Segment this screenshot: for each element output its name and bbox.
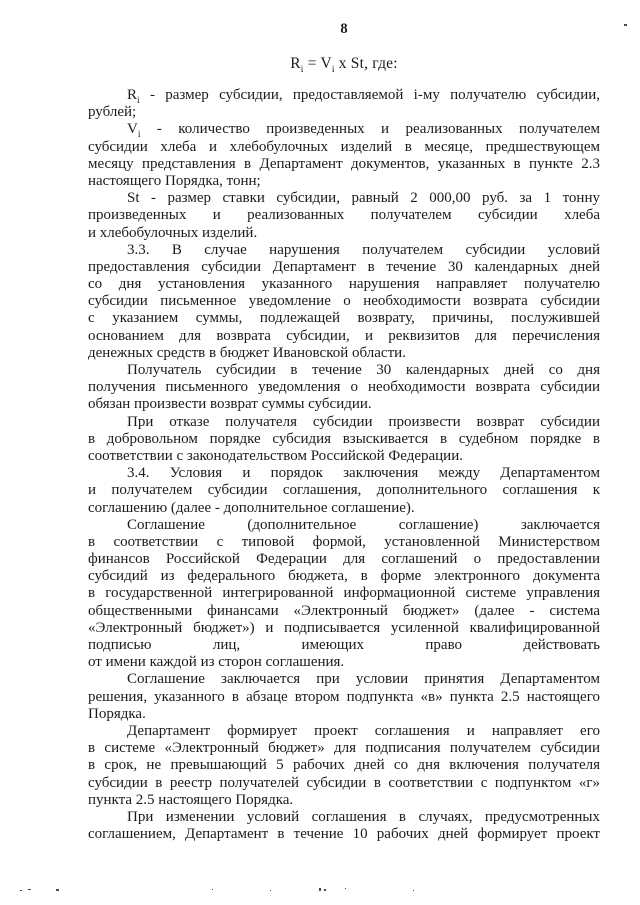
text-line: При изменении условий соглашения в случаях, предусмотренных	[127, 808, 600, 825]
text-line: Порядка.	[88, 705, 146, 722]
term-subscript: i	[137, 96, 140, 105]
text-line: обязан произвести возврат суммы субсидии.	[88, 396, 372, 413]
paragraph	[88, 414, 600, 466]
text-line: денежных средств в бюджет Ивановской области.	[88, 344, 406, 361]
term-subscript: i	[137, 130, 141, 139]
text-line: решения, указанного в абзаце втором подпункта «в» пункта 2.5 настоящего	[88, 688, 600, 705]
page-number: 8	[340, 21, 348, 37]
scan-speck	[413, 890, 414, 891]
formula-part: x St, где:	[334, 55, 398, 72]
formula-subscript: i	[300, 65, 304, 76]
text-line: St - размер ставки субсидии, равный 2 000,00 руб. за 1 тонну	[127, 190, 600, 207]
text-line: субсидии хлеба и хлебобулочных изделий в месяце, предшествующем	[88, 138, 600, 155]
text-line: соглашению (далее - дополнительное соглашение).	[88, 499, 415, 516]
scan-speck	[20, 890, 22, 891]
text-line: в соответствии с типовой формой, установленной Министерством	[88, 533, 600, 550]
formula-subscript: i	[331, 65, 335, 76]
text-line: общественными финансами «Электронный бюджет» (далее - система	[88, 602, 600, 619]
text-line: «Электронный бюджет») и подписывается усиленной квалифицированной	[88, 619, 600, 636]
text-line	[88, 121, 600, 138]
formula-part: = V	[303, 55, 332, 72]
text-line: субсидии в реестр получателей субсидии в соответствии с подпунктом «г»	[88, 774, 600, 791]
text-line: 3.4. Условия и порядок заключения между Департаментом	[127, 465, 600, 482]
scan-speck	[324, 889, 326, 891]
text-segment: - размер субсидии, предоставляемой i-му получателю субсидии,	[139, 87, 600, 103]
scan-speck	[319, 888, 321, 891]
paragraph	[88, 362, 600, 414]
scan-speck	[624, 24, 627, 26]
text-line: пункта 2.5 настоящего Порядка.	[88, 791, 294, 808]
paragraph	[88, 517, 600, 672]
text-line: получения письменного уведомления о необходимости возврата субсидии	[88, 379, 600, 396]
text-line: с указанием суммы, подлежащей возврату, причины, послужившей	[88, 310, 600, 327]
text-line: в добровольном порядке субсидия взыскивается в судебном порядке в	[88, 430, 600, 447]
text-line: 3.3. В случае нарушения получателем субсидии условий	[127, 241, 600, 258]
text-line: и хлебобулочных изделий.	[88, 224, 258, 241]
text-line	[88, 87, 600, 104]
text-line: соглашением, Департамент в течение 10 рабочих дней формирует проект	[88, 826, 600, 843]
subsidy-formula	[88, 55, 600, 76]
text-line: субсидии письменное уведомление о необходимости возврата субсидии	[88, 293, 600, 310]
scan-speck	[212, 889, 213, 890]
text-line: предоставления субсидии Департамент в течение 30 календарных дней	[88, 258, 600, 275]
text-line: в срок, не превышающий 5 рабочих дней со дня включения получателя	[88, 757, 600, 774]
text-line: основанием для возврата субсидии, и реквизитов для перечисления	[88, 327, 600, 344]
paragraph	[88, 809, 600, 843]
paragraph	[88, 465, 600, 517]
scan-speck	[56, 889, 59, 891]
text-line: финансов Российской Федерации для соглашений о предоставлении	[88, 551, 600, 568]
scan-speck	[345, 888, 346, 889]
text-line: рублей;	[88, 104, 137, 121]
text-line: от имени каждой из сторон соглашения.	[88, 654, 345, 671]
term-symbol: R	[127, 87, 138, 103]
text-line: и получателем субсидии соглашения, дополнительного соглашения к	[88, 482, 600, 499]
text-line: подписью лиц, имеющих право действовать	[88, 637, 600, 653]
text-line: в государственной интегрированной информационной системе управления	[88, 585, 600, 602]
paragraph	[88, 671, 600, 723]
text-line: При отказе получателя субсидии произвести возврат субсидии	[127, 413, 600, 430]
scan-speck	[28, 889, 31, 890]
text-line: Получатель субсидии в течение 30 календарных дней со дня	[127, 362, 600, 378]
formula-part: R	[290, 55, 301, 72]
text-segment: - количество произведенных и реализованных получателем	[140, 121, 600, 138]
text-line: произведенных и реализованных получателем субсидии хлеба	[88, 207, 600, 224]
body-text	[88, 87, 600, 843]
text-line: месяцу представления в Департамент документов, указанных в пункте 2.3	[88, 155, 600, 172]
text-line: Соглашение заключается при условии принятия Департаментом	[127, 671, 600, 688]
paragraph	[88, 723, 600, 809]
paragraph	[88, 242, 600, 362]
text-line: Департамент формирует проект соглашения и направляет его	[127, 722, 600, 739]
paragraph	[88, 87, 600, 121]
text-line: соответствии с законодательством Российской Федерации.	[88, 447, 463, 464]
text-line: настоящего Порядка, тонн;	[88, 172, 261, 189]
scan-speck	[270, 890, 271, 891]
text-line: Соглашение (дополнительное соглашение) заключается	[127, 516, 600, 533]
text-line: со дня установления указанного нарушения направляет получателю	[88, 276, 600, 293]
paragraph	[88, 190, 600, 242]
text-line: в системе «Электронный бюджет» для подписания получателем субсидии	[88, 740, 600, 757]
paragraph	[88, 121, 600, 190]
term-symbol: V	[127, 121, 138, 138]
text-line: субсидий из федерального бюджета, в форме электронного документа	[88, 568, 600, 585]
